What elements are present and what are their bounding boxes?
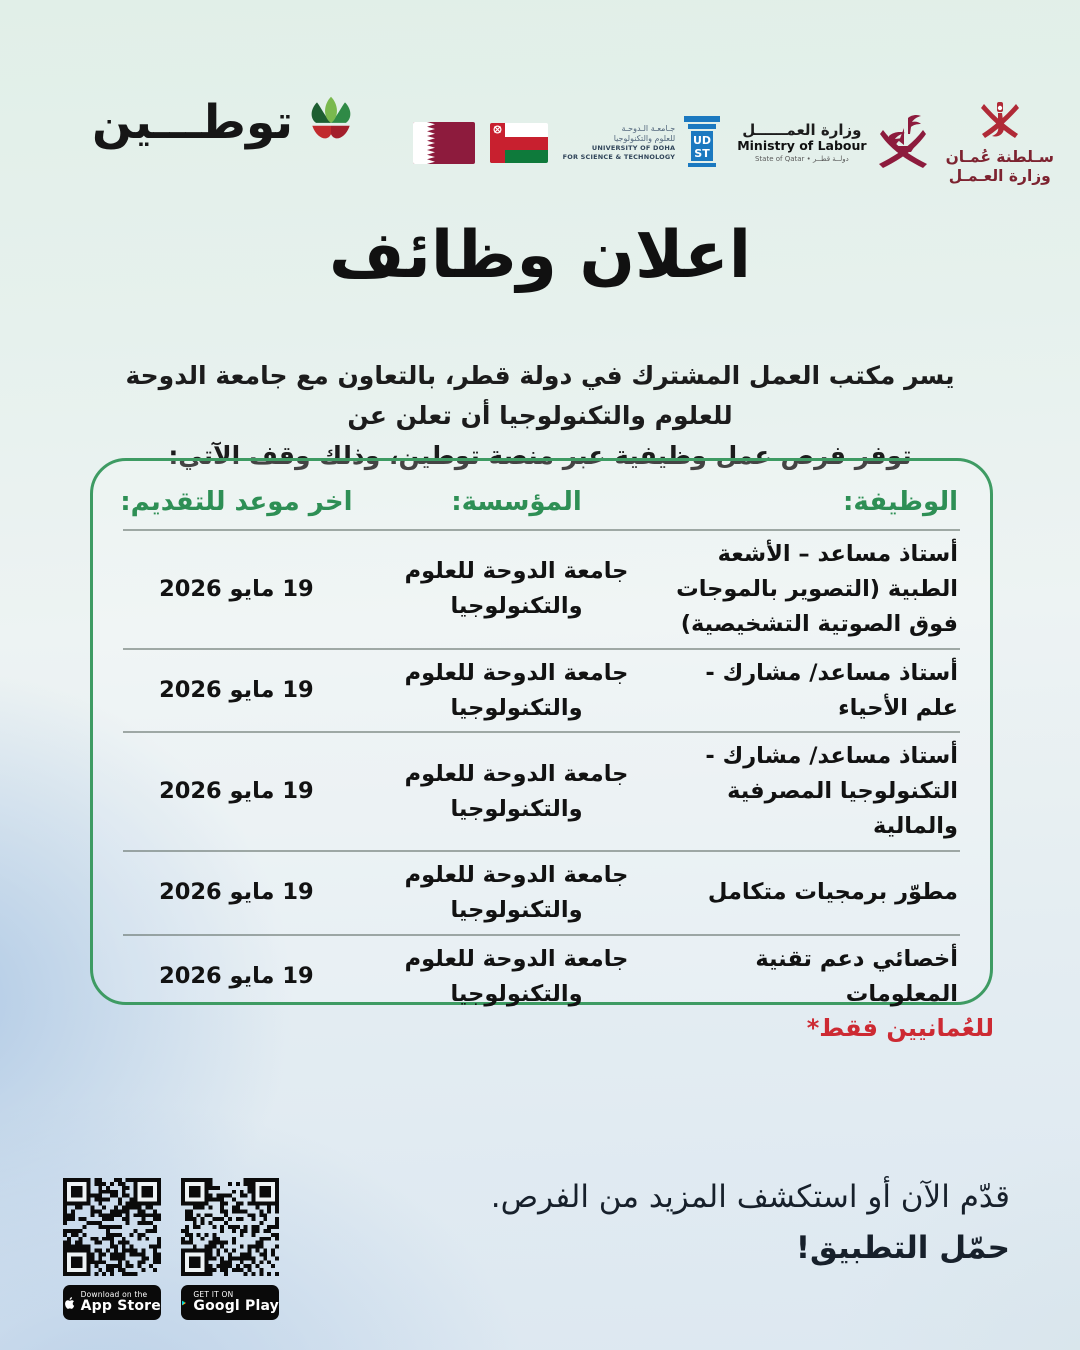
deadline-cell: 19 مايو 2026 xyxy=(159,778,314,805)
tawteen-logo xyxy=(92,94,359,150)
tawteen-flower-icon xyxy=(303,94,359,150)
table-row xyxy=(93,531,990,648)
cta-line-1: قدّم الآن أو استكشف المزيد من الفرص. xyxy=(490,1179,1010,1215)
deadline-cell: 19 مايو 2026 xyxy=(159,879,314,906)
app-store-qr-code[interactable] xyxy=(63,1178,161,1276)
organization-cell: جامعة الدوحة للعلوم والتكنولوجيا xyxy=(404,558,629,620)
partner-logos-row xyxy=(413,100,1054,185)
cta-line-2: حمّل التطبيق! xyxy=(795,1230,1010,1267)
qatar-flag-icon xyxy=(413,122,475,164)
google-play-badge-big-text: Googl Play xyxy=(193,1298,279,1315)
organization-cell: جامعة الدوحة للعلوم والتكنولوجيا xyxy=(404,659,629,721)
qatar-mol-arabic: وزارة العمــــــل xyxy=(742,120,862,139)
app-store-badge[interactable] xyxy=(63,1285,161,1320)
tawteen-wordmark: توطـــين xyxy=(92,94,294,150)
qatar-mol-subline: State of Qatar • دولــة قطــر xyxy=(754,155,849,164)
job-title-cell: مطوّر برمجيات متكامل xyxy=(707,879,958,906)
google-play-badge[interactable] xyxy=(181,1285,279,1320)
omanis-only-note: للعُمانيين فقط* xyxy=(806,1014,994,1042)
organization-cell: جامعة الدوحة للعلوم والتكنولوجيا xyxy=(404,862,629,923)
qatar-emblem-icon xyxy=(875,112,931,174)
table-row xyxy=(93,936,990,1018)
oman-flag-icon xyxy=(490,123,548,163)
app-store-badge-big-text: App Store xyxy=(80,1298,161,1315)
intro-line-1: يسر مكتب العمل المشترك في دولة قطر، بالتعاون مع جامعة الدوحة للعلوم والتكنولوجيا أن تعلن عن xyxy=(125,361,955,430)
column-header-job: الوظيفة: xyxy=(843,487,958,517)
column-header-organization: المؤسسة: xyxy=(451,487,582,517)
deadline-cell: 19 مايو 2026 xyxy=(159,575,314,602)
oman-mol-line2: وزارة العـمـل xyxy=(948,166,1051,185)
svg-text:UD: UD xyxy=(693,133,712,147)
jobs-table-card xyxy=(90,458,993,1005)
udst-en-line1: UNIVERSITY OF DOHA xyxy=(591,144,676,153)
job-title-cell: أستاذ مساعد – الأشعة الطبية (التصوير بالموجات فوق الصوتية التشخيصية) xyxy=(676,541,958,637)
table-row xyxy=(93,852,990,934)
google-play-badge-small-text: GET IT ON xyxy=(193,1290,234,1300)
organization-cell: جامعة الدوحة للعلوم والتكنولوجيا xyxy=(404,760,629,822)
google-play-column xyxy=(181,1178,279,1320)
udst-en-line2: FOR SCIENCE & TECHNOLOGY xyxy=(562,152,676,161)
page-title: اعلان وظائف xyxy=(329,218,751,293)
deadline-cell: 19 مايو 2026 xyxy=(159,677,314,704)
job-title-cell: أستاذ مساعد/ مشارك - علم الأحياء xyxy=(705,659,958,721)
app-download-section xyxy=(63,1178,279,1320)
svg-text:ST: ST xyxy=(694,146,710,160)
job-title-cell: أخصائي دعم تقنية المعلومات xyxy=(755,945,958,1007)
google-play-icon xyxy=(181,1294,187,1312)
intro-line-2: توفر فرص عمل وظيفية عبر منصة توطين، وذلك وقف الآتي: xyxy=(168,441,912,470)
deadline-cell: 19 مايو 2026 xyxy=(159,963,314,990)
google-play-qr-code[interactable] xyxy=(181,1178,279,1276)
apple-icon xyxy=(63,1293,75,1313)
organization-cell: جامعة الدوحة للعلوم والتكنولوجيا xyxy=(404,945,629,1007)
udst-ar-line2: للعلوم والتكنولوجيا xyxy=(613,134,676,144)
oman-mol-line1: سـلطنة عُمـان xyxy=(945,148,1054,166)
column-header-deadline: اخر موعد للتقديم: xyxy=(120,487,353,517)
udst-ar-line1: جـامعـة الـدوحـة xyxy=(621,124,676,134)
job-title-cell: أستاذ مساعد/ مشارك - التكنولوجيا المصرفية والمالية xyxy=(705,743,958,840)
oman-ministry-of-labour-logo xyxy=(946,100,1054,185)
udst-pillar-icon xyxy=(682,114,722,172)
qatar-mol-english: Ministry of Labour xyxy=(737,138,867,153)
table-row xyxy=(93,733,990,850)
app-store-badge-small-text: Download on the xyxy=(80,1290,148,1300)
udst-logo xyxy=(563,114,723,172)
oman-khanjar-emblem-icon xyxy=(978,100,1022,148)
qatar-ministry-of-labour-logo xyxy=(737,112,930,174)
call-to-action xyxy=(491,1172,1010,1274)
table-header-row xyxy=(93,469,990,529)
table-row xyxy=(93,650,990,732)
app-store-column xyxy=(63,1178,161,1320)
